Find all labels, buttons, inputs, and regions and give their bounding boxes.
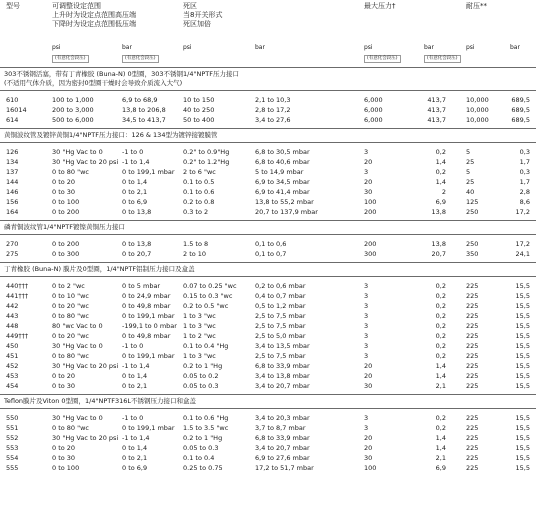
burst-bar-cell: 17,2 (515, 208, 530, 216)
model-cell: 164 (6, 208, 19, 216)
unit-label: psi (52, 44, 61, 51)
deadband-psi-cell: 0.2" to 0.9"Hg (183, 148, 230, 156)
unit-label: bar (510, 44, 520, 51)
model-cell: 452 (6, 362, 19, 370)
psi-range-cell: 30 "Hg Vac to 0 (52, 414, 103, 422)
deadband-psi-cell: 1 to 3 "wc (183, 352, 216, 360)
max-psi-cell: 20 (364, 372, 373, 380)
deadband-psi-cell: 0.2 to 1 "Hg (183, 434, 223, 442)
deadband-psi-cell: 0.3 to 2 (183, 208, 209, 216)
burst-psi-cell: 250 (466, 208, 479, 216)
bar-range-cell: 0 to 2,1 (122, 454, 148, 462)
psi-range-cell: 0 to 100 (52, 198, 80, 206)
max-psi-cell: 3 (364, 148, 369, 156)
burst-bar-cell: 15,5 (515, 464, 530, 472)
deadband-psi-cell: 0.05 to 0.3 (183, 444, 219, 452)
model-cell: 453 (6, 372, 19, 380)
bar-range-cell: 0 to 13,8 (122, 240, 152, 248)
max-bar-cell: 0,2 (435, 414, 446, 422)
max-bar-cell: 13,8 (431, 208, 446, 216)
burst-psi-cell: 225 (466, 292, 479, 300)
model-cell: 553 (6, 444, 19, 452)
psi-range-cell: 0 to 20 "wc (52, 332, 90, 340)
burst-bar-cell: 15,5 (515, 302, 530, 310)
max-psi-cell: 3 (364, 352, 369, 360)
max-psi-cell: 3 (364, 282, 369, 290)
deadband-bar-cell: 6,8 to 33,9 mbar (255, 434, 310, 442)
deadband-psi-cell: 0.05 to 0.3 (183, 382, 219, 390)
burst-bar-cell: 24,1 (515, 250, 530, 258)
deadband-bar-cell: 0,2 to 0,6 mbar (255, 282, 306, 290)
max-bar-cell: 0,2 (435, 322, 446, 330)
deadband-bar-cell: 13,8 to 55,2 mbar (255, 198, 314, 206)
deadband-bar-cell: 3,4 to 20,7 mbar (255, 382, 310, 390)
burst-bar-cell: 689,5 (511, 116, 530, 124)
max-bar-cell: 0,2 (435, 332, 446, 340)
max-bar-cell: 0,2 (435, 168, 446, 176)
psi-range-cell: 0 to 20 (52, 372, 76, 380)
model-cell: 16014 (6, 106, 27, 114)
deadband-bar-cell: 2,5 to 7,5 mbar (255, 312, 306, 320)
section-divider (0, 276, 536, 277)
max-psi-cell: 30 (364, 188, 373, 196)
psi-range-cell: 30 "Hg Vac to 0 (52, 342, 103, 350)
max-bar-cell: 1,4 (435, 362, 446, 370)
section-divider (0, 90, 536, 91)
model-cell: 441††† (6, 292, 29, 300)
burst-bar-cell: 15,5 (515, 362, 530, 370)
psi-range-cell: 0 to 300 (52, 250, 80, 258)
unit-label: bar (424, 44, 434, 51)
section-divider (0, 142, 536, 143)
max-bar-cell: 13,8 (431, 240, 446, 248)
max-bar-cell: 2,1 (435, 382, 446, 390)
psi-range-cell: 0 to 30 (52, 454, 76, 462)
max-psi-cell: 200 (364, 240, 377, 248)
psi-range-cell: 100 to 1,000 (52, 96, 94, 104)
unit-label: bar (255, 44, 265, 51)
model-cell: 448 (6, 322, 19, 330)
max-bar-cell: 0,2 (435, 342, 446, 350)
bar-range-cell: -1 to 1,4 (122, 362, 150, 370)
deadband-bar-cell: 6,9 to 34,5 mbar (255, 178, 310, 186)
deadband-psi-cell: 0.2 to 0.8 (183, 198, 215, 206)
burst-psi-cell: 225 (466, 312, 479, 320)
bar-range-cell: 0 to 13,8 (122, 208, 152, 216)
section-title: (不适用气体介质，因为密封0型圈干燥时会导致介质流入大气) (4, 79, 183, 87)
psi-range-cell: 0 to 30 (52, 188, 76, 196)
burst-bar-cell: 0,3 (519, 148, 530, 156)
model-cell: 275 (6, 250, 19, 258)
deadband-bar-cell: 6,9 to 41,4 mbar (255, 188, 310, 196)
max-bar-cell: 0,2 (435, 148, 446, 156)
burst-psi-cell: 250 (466, 240, 479, 248)
burst-bar-cell: 15,5 (515, 352, 530, 360)
burst-psi-cell: 225 (466, 424, 479, 432)
bar-range-cell: 0 to 1,4 (122, 372, 148, 380)
bar-range-cell: 0 to 5 mbar (122, 282, 161, 290)
max-psi-cell: 20 (364, 362, 373, 370)
burst-psi-cell: 225 (466, 434, 479, 442)
deadband-bar-cell: 3,7 to 8,7 mbar (255, 424, 306, 432)
burst-psi-cell: 225 (466, 464, 479, 472)
section-title: Teflon膜片及Viton 0型圈，1/4"NPTF316L不锈钢压力接口和盒盖 (4, 397, 196, 405)
model-cell: 443 (6, 312, 19, 320)
header-divider (0, 67, 536, 68)
burst-bar-cell: 17,2 (515, 240, 530, 248)
deadband-bar-cell: 0,5 to 1,2 mbar (255, 302, 306, 310)
psi-range-cell: 80 "wc Vac to 0 (52, 322, 103, 330)
burst-bar-cell: 15,5 (515, 382, 530, 390)
max-bar-cell: 1,4 (435, 178, 446, 186)
max-bar-cell: 413,7 (427, 106, 446, 114)
model-cell: 137 (6, 168, 19, 176)
model-cell: 449††† (6, 332, 29, 340)
max-bar-cell: 0,2 (435, 282, 446, 290)
max-bar-cell: 0,2 (435, 424, 446, 432)
max-psi-cell: 3 (364, 424, 369, 432)
max-bar-cell: 413,7 (427, 96, 446, 104)
burst-psi-cell: 225 (466, 352, 479, 360)
max-psi-cell: 3 (364, 414, 369, 422)
model-cell: 614 (6, 116, 19, 124)
bar-range-cell: 0 to 49,8 mbar (122, 302, 171, 310)
model-cell: 146 (6, 188, 19, 196)
bar-range-cell: 0 to 2,1 (122, 382, 148, 390)
max-psi-cell: 30 (364, 454, 373, 462)
burst-psi-cell: 25 (466, 178, 475, 186)
burst-psi-cell: 225 (466, 362, 479, 370)
unit-note-badge: (有意化会段压) (52, 55, 89, 63)
model-cell: 550 (6, 414, 19, 422)
bar-range-cell: -1 to 0 (122, 414, 144, 422)
model-cell: 156 (6, 198, 19, 206)
max-psi-cell: 3 (364, 342, 369, 350)
burst-bar-cell: 689,5 (511, 106, 530, 114)
deadband-bar-cell: 0,4 to 0,7 mbar (255, 292, 306, 300)
deadband-psi-cell: 0.2 to 1 "Hg (183, 362, 223, 370)
max-bar-cell: 0,2 (435, 312, 446, 320)
header-adjust-range-rising: 上升时为设定点范围高压端 (52, 11, 136, 19)
deadband-bar-cell: 3,4 to 20,7 mbar (255, 444, 310, 452)
bar-range-cell: -199,1 to 0 mbar (122, 322, 177, 330)
deadband-bar-cell: 6,8 to 33,9 mbar (255, 362, 310, 370)
bar-range-cell: 0 to 49,8 mbar (122, 332, 171, 340)
burst-bar-cell: 0,3 (519, 168, 530, 176)
deadband-psi-cell: 2 to 10 (183, 250, 207, 258)
deadband-psi-cell: 0.05 to 0.2 (183, 372, 219, 380)
deadband-bar-cell: 2,5 to 5,0 mbar (255, 332, 306, 340)
model-cell: 442 (6, 302, 19, 310)
psi-range-cell: 0 to 2 "wc (52, 282, 85, 290)
unit-note-badge: (有意化会段压) (364, 55, 401, 63)
burst-psi-cell: 40 (466, 188, 475, 196)
burst-psi-cell: 225 (466, 282, 479, 290)
max-bar-cell: 0,2 (435, 352, 446, 360)
header-model: 型号 (6, 2, 20, 10)
burst-bar-cell: 15,5 (515, 372, 530, 380)
max-bar-cell: 0,2 (435, 302, 446, 310)
header-deadband-note1: 当8开关形式 (183, 11, 223, 19)
burst-psi-cell: 225 (466, 444, 479, 452)
deadband-bar-cell: 5 to 14,9 mbar (255, 168, 304, 176)
burst-psi-cell: 350 (466, 250, 479, 258)
max-psi-cell: 3 (364, 332, 369, 340)
burst-psi-cell: 225 (466, 382, 479, 390)
burst-bar-cell: 15,5 (515, 342, 530, 350)
burst-psi-cell: 10,000 (466, 96, 489, 104)
model-cell: 134 (6, 158, 19, 166)
section-divider (0, 234, 536, 235)
max-psi-cell: 30 (364, 382, 373, 390)
deadband-bar-cell: 2,5 to 7,5 mbar (255, 322, 306, 330)
bar-range-cell: -1 to 0 (122, 148, 144, 156)
section-end-divider (0, 394, 536, 395)
bar-range-cell: 0 to 6,9 (122, 464, 148, 472)
psi-range-cell: 0 to 30 (52, 382, 76, 390)
unit-label: psi (364, 44, 373, 51)
deadband-psi-cell: 1.5 to 8 (183, 240, 209, 248)
burst-bar-cell: 15,5 (515, 332, 530, 340)
deadband-bar-cell: 3,4 to 20,3 mbar (255, 414, 310, 422)
header-deadband-title: 死区 (183, 2, 197, 10)
psi-range-cell: 0 to 10 "wc (52, 292, 90, 300)
burst-bar-cell: 689,5 (511, 96, 530, 104)
bar-range-cell: 0 to 1,4 (122, 178, 148, 186)
max-bar-cell: 6,9 (435, 198, 446, 206)
deadband-psi-cell: 0.2" to 1.2"Hg (183, 158, 230, 166)
burst-bar-cell: 15,5 (515, 434, 530, 442)
burst-bar-cell: 15,5 (515, 322, 530, 330)
bar-range-cell: 6,9 to 68,9 (122, 96, 158, 104)
deadband-bar-cell: 17,2 to 51,7 mbar (255, 464, 314, 472)
psi-range-cell: 30 "Hg Vac to 20 psi (52, 158, 119, 166)
header-max-pressure: 最大压力† (364, 2, 396, 10)
max-psi-cell: 20 (364, 434, 373, 442)
max-bar-cell: 413,7 (427, 116, 446, 124)
deadband-bar-cell: 6,9 to 27,6 mbar (255, 454, 310, 462)
burst-psi-cell: 225 (466, 414, 479, 422)
model-cell: 451 (6, 352, 19, 360)
section-end-divider (0, 262, 536, 263)
section-divider (0, 408, 536, 409)
burst-bar-cell: 1,7 (519, 178, 530, 186)
burst-bar-cell: 15,5 (515, 444, 530, 452)
section-title: 303不锈钢活塞，带有丁青橡胶 (Buna-N) 0型圈，303不锈钢1/4"NPTF压力接口 (4, 70, 239, 78)
burst-bar-cell: 8,6 (519, 198, 530, 206)
max-psi-cell: 6,000 (364, 106, 383, 114)
burst-psi-cell: 225 (466, 332, 479, 340)
deadband-psi-cell: 1 to 2 "wc (183, 332, 216, 340)
psi-range-cell: 0 to 200 (52, 208, 80, 216)
bar-range-cell: 0 to 24,9 mbar (122, 292, 171, 300)
max-psi-cell: 20 (364, 444, 373, 452)
section-end-divider (0, 128, 536, 129)
model-cell: 126 (6, 148, 19, 156)
burst-psi-cell: 225 (466, 342, 479, 350)
deadband-bar-cell: 0,1 to 0,6 (255, 240, 287, 248)
burst-bar-cell: 15,5 (515, 282, 530, 290)
unit-note-badge: (有意化会段压) (122, 55, 159, 63)
burst-psi-cell: 225 (466, 372, 479, 380)
deadband-bar-cell: 3,4 to 27,6 (255, 116, 291, 124)
deadband-psi-cell: 0.1 to 0.5 (183, 178, 215, 186)
model-cell: 610 (6, 96, 19, 104)
psi-range-cell: 0 to 80 "wc (52, 312, 90, 320)
deadband-psi-cell: 0.2 to 0.5 "wc (183, 302, 229, 310)
deadband-psi-cell: 0.07 to 0.25 "wc (183, 282, 237, 290)
psi-range-cell: 0 to 20 (52, 444, 76, 452)
psi-range-cell: 0 to 80 "wc (52, 168, 90, 176)
burst-bar-cell: 1,7 (519, 158, 530, 166)
deadband-bar-cell: 20,7 to 137,9 mbar (255, 208, 318, 216)
max-psi-cell: 6,000 (364, 96, 383, 104)
burst-psi-cell: 225 (466, 302, 479, 310)
bar-range-cell: 13,8 to 206,8 (122, 106, 166, 114)
deadband-bar-cell: 3,4 to 13,5 mbar (255, 342, 310, 350)
bar-range-cell: 0 to 2,1 (122, 188, 148, 196)
deadband-psi-cell: 2 to 6 "wc (183, 168, 216, 176)
bar-range-cell: -1 to 1,4 (122, 434, 150, 442)
burst-bar-cell: 15,5 (515, 414, 530, 422)
max-psi-cell: 100 (364, 464, 377, 472)
burst-bar-cell: 15,5 (515, 454, 530, 462)
burst-psi-cell: 25 (466, 158, 475, 166)
header-adjust-range-falling: 下降时为设定点范围低压端 (52, 20, 136, 28)
deadband-bar-cell: 2,1 to 10,3 (255, 96, 291, 104)
max-bar-cell: 1,4 (435, 444, 446, 452)
deadband-psi-cell: 0.25 to 0.75 (183, 464, 223, 472)
burst-psi-cell: 225 (466, 322, 479, 330)
deadband-psi-cell: 50 to 400 (183, 116, 215, 124)
psi-range-cell: 0 to 100 (52, 464, 80, 472)
deadband-psi-cell: 1.5 to 3.5 "wc (183, 424, 229, 432)
unit-label: bar (122, 44, 132, 51)
burst-bar-cell: 15,5 (515, 424, 530, 432)
psi-range-cell: 0 to 200 (52, 240, 80, 248)
max-psi-cell: 3 (364, 302, 369, 310)
deadband-psi-cell: 0.15 to 0.3 "wc (183, 292, 233, 300)
model-cell: 144 (6, 178, 19, 186)
max-psi-cell: 100 (364, 198, 377, 206)
max-psi-cell: 300 (364, 250, 377, 258)
deadband-psi-cell: 1 to 3 "wc (183, 322, 216, 330)
max-bar-cell: 6,9 (435, 464, 446, 472)
deadband-bar-cell: 6,8 to 30,5 mbar (255, 148, 310, 156)
deadband-bar-cell: 2,5 to 7,5 mbar (255, 352, 306, 360)
psi-range-cell: 30 "Hg Vac to 20 psi (52, 434, 119, 442)
bar-range-cell: 0 to 20,7 (122, 250, 152, 258)
max-bar-cell: 2 (441, 188, 446, 196)
unit-note-badge: (有意化会段压) (424, 55, 461, 63)
bar-range-cell: 34,5 to 413,7 (122, 116, 166, 124)
bar-range-cell: -1 to 1,4 (122, 158, 150, 166)
psi-range-cell: 0 to 20 "wc (52, 302, 90, 310)
model-cell: 450 (6, 342, 19, 350)
bar-range-cell: 0 to 199,1 mbar (122, 312, 175, 320)
header-adjust-range-title: 可调整设定范围 (52, 2, 101, 10)
deadband-psi-cell: 40 to 250 (183, 106, 215, 114)
bar-range-cell: 0 to 6,9 (122, 198, 148, 206)
unit-label: psi (183, 44, 192, 51)
deadband-psi-cell: 0.1 to 0.6 (183, 188, 215, 196)
max-bar-cell: 2,1 (435, 454, 446, 462)
deadband-psi-cell: 0.1 to 0.4 (183, 454, 215, 462)
header-burst-pressure: 耐压** (466, 2, 487, 10)
section-title: 黄铜波纹管及镀锌黄铜1/4"NPTF压力接口：126 & 134型为镀锌接镀膜管 (4, 131, 218, 139)
bar-range-cell: 0 to 199,1 mbar (122, 168, 175, 176)
deadband-psi-cell: 0.1 to 0.6 "Hg (183, 414, 229, 422)
deadband-bar-cell: 3,4 to 13,8 mbar (255, 372, 310, 380)
psi-range-cell: 30 "Hg Vac to 20 psi (52, 362, 119, 370)
burst-psi-cell: 5 (466, 168, 471, 176)
psi-range-cell: 30 "Hg Vac to 0 (52, 148, 103, 156)
bar-range-cell: -1 to 0 (122, 342, 144, 350)
burst-psi-cell: 5 (466, 148, 471, 156)
psi-range-cell: 0 to 80 "wc (52, 352, 90, 360)
model-cell: 555 (6, 464, 19, 472)
psi-range-cell: 200 to 3,000 (52, 106, 94, 114)
max-psi-cell: 20 (364, 158, 373, 166)
max-psi-cell: 3 (364, 312, 369, 320)
bar-range-cell: 0 to 199,1 mbar (122, 424, 175, 432)
max-psi-cell: 200 (364, 208, 377, 216)
deadband-psi-cell: 1 to 3 "wc (183, 312, 216, 320)
deadband-psi-cell: 10 to 150 (183, 96, 215, 104)
model-cell: 551 (6, 424, 19, 432)
max-bar-cell: 20,7 (431, 250, 446, 258)
psi-range-cell: 500 to 6,000 (52, 116, 94, 124)
max-bar-cell: 0,2 (435, 292, 446, 300)
max-psi-cell: 20 (364, 178, 373, 186)
section-title: 丁青橡胶 (Buna-N) 膜片及0型圈，1/4"NPTF铝制压力接口及盒盖 (4, 265, 195, 273)
max-bar-cell: 1,4 (435, 158, 446, 166)
model-cell: 554 (6, 454, 19, 462)
burst-bar-cell: 2,8 (519, 188, 530, 196)
burst-bar-cell: 15,5 (515, 312, 530, 320)
bar-range-cell: 0 to 199,1 mbar (122, 352, 175, 360)
max-bar-cell: 1,4 (435, 372, 446, 380)
deadband-bar-cell: 2,8 to 17,2 (255, 106, 291, 114)
model-cell: 454 (6, 382, 19, 390)
max-bar-cell: 1,4 (435, 434, 446, 442)
deadband-psi-cell: 0.1 to 0.4 "Hg (183, 342, 229, 350)
model-cell: 270 (6, 240, 19, 248)
burst-bar-cell: 15,5 (515, 292, 530, 300)
deadband-bar-cell: 0,1 to 0,7 (255, 250, 287, 258)
burst-psi-cell: 10,000 (466, 106, 489, 114)
section-title: 磷青铜波纹管1/4"NPTF镀镍黄铜压力接口 (4, 223, 125, 231)
max-psi-cell: 3 (364, 168, 369, 176)
max-psi-cell: 3 (364, 292, 369, 300)
psi-range-cell: 0 to 20 (52, 178, 76, 186)
burst-psi-cell: 225 (466, 454, 479, 462)
max-psi-cell: 3 (364, 322, 369, 330)
max-psi-cell: 6,000 (364, 116, 383, 124)
section-end-divider (0, 220, 536, 221)
header-deadband-note2: 死区加倍 (183, 20, 211, 28)
psi-range-cell: 0 to 80 "wc (52, 424, 90, 432)
model-cell: 440††† (6, 282, 29, 290)
burst-psi-cell: 10,000 (466, 116, 489, 124)
deadband-bar-cell: 6,8 to 40,6 mbar (255, 158, 310, 166)
unit-label: psi (466, 44, 475, 51)
model-cell: 552 (6, 434, 19, 442)
bar-range-cell: 0 to 1,4 (122, 444, 148, 452)
burst-psi-cell: 125 (466, 198, 479, 206)
